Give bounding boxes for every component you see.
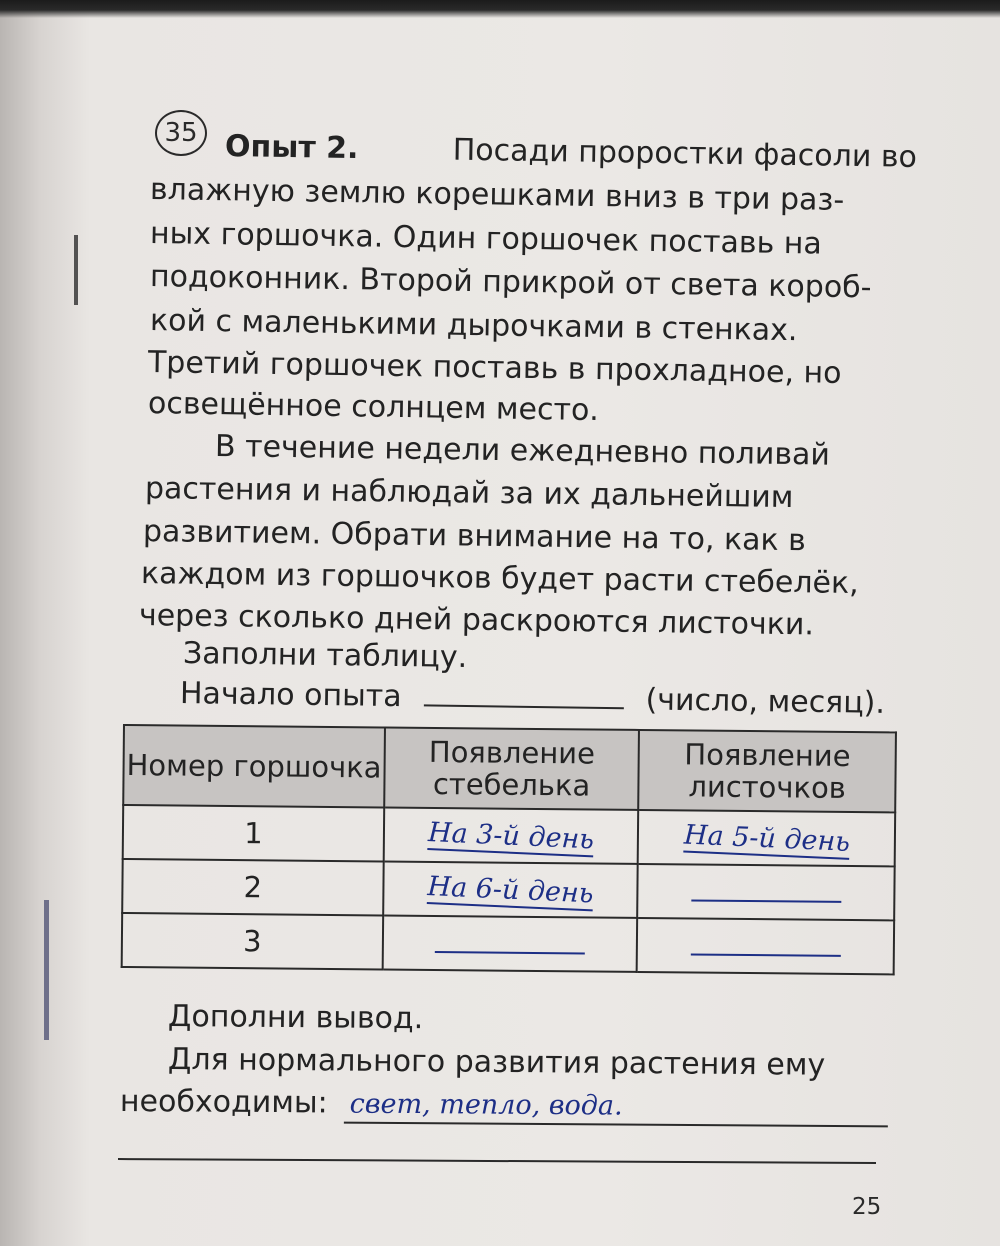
paragraph-line: кой с маленькими дырочками в стенках. <box>149 303 798 349</box>
answer-dash <box>691 953 841 956</box>
start-hint: (число, месяц). <box>645 682 886 721</box>
paragraph-line: растения и наблюдай за их дальнейшим <box>144 471 794 516</box>
header-leaves: Появление листочков <box>639 730 896 812</box>
leaves-cell[interactable] <box>638 864 895 920</box>
stem-cell[interactable] <box>383 916 638 972</box>
handwritten-answer: свет, тепло, вода. <box>349 1088 623 1122</box>
handwritten-answer: На 3-й день <box>427 817 595 856</box>
paragraph-line: подоконник. Второй прикрой от света короб- <box>149 259 872 306</box>
paragraph-line: влажную землю корешками вниз в три раз- <box>149 172 845 218</box>
pen-mark <box>44 900 49 1040</box>
table-row <box>123 805 895 866</box>
paragraph-line: через сколько дней раскроются листочки. <box>138 598 815 643</box>
conclusion-answer-line <box>120 1080 888 1129</box>
answer-dash <box>435 951 585 954</box>
paragraph-line: развитием. Обрати внимание на то, как в <box>142 514 807 559</box>
conclusion-line: Для нормального развития растения ему <box>167 1042 826 1083</box>
spine-mark <box>74 235 78 305</box>
exercise-number: 35 <box>155 110 207 156</box>
exercise-title: Опыт 2. <box>224 129 359 167</box>
start-label: Начало опыта <box>179 676 402 715</box>
handwritten-answer: На 5-й день <box>683 819 851 858</box>
paragraph-line: В течение недели ежедневно поливай <box>214 429 831 473</box>
page-number: 25 <box>852 1194 882 1220</box>
header-pot-number: Номер горшочка <box>123 725 385 808</box>
conclusion-answer-field[interactable] <box>344 1087 889 1128</box>
pot-number: 1 <box>123 805 384 862</box>
start-date-line <box>180 672 901 726</box>
pot-number: 3 <box>122 913 383 970</box>
paragraph-line: ных горшочка. Один горшочек поставь на <box>149 216 823 262</box>
conclusion-instruction: Дополни вывод. <box>167 999 424 1037</box>
answer-dash <box>691 899 841 902</box>
header-stem: Появление стебелька <box>384 728 639 810</box>
paragraph-line: каждом из горшочков будет расти стебелёк, <box>140 556 859 602</box>
start-date-blank[interactable] <box>423 704 623 709</box>
page-top-shadow <box>0 0 1000 18</box>
handwritten-answer: На 6-й день <box>427 871 595 910</box>
paragraph-text: Посади проростки фасоли во <box>452 132 918 175</box>
leaves-cell[interactable] <box>637 918 894 974</box>
answer-continuation-line[interactable] <box>118 1158 876 1164</box>
stem-cell[interactable] <box>384 808 639 864</box>
stem-cell[interactable] <box>383 862 638 918</box>
observation-table <box>121 724 897 975</box>
pot-number: 2 <box>122 859 383 916</box>
paragraph-line: освещённое солнцем место. <box>147 386 600 429</box>
table-row <box>122 859 894 920</box>
fill-table-instruction: Заполни таблицу. <box>182 636 468 675</box>
paragraph-line: Третий горшочек поставь в прохладное, но <box>147 345 842 391</box>
conclusion-prefix: необходимы: <box>119 1084 328 1121</box>
table-row <box>122 913 894 974</box>
leaves-cell[interactable] <box>638 810 895 866</box>
table-header-row <box>123 725 896 812</box>
